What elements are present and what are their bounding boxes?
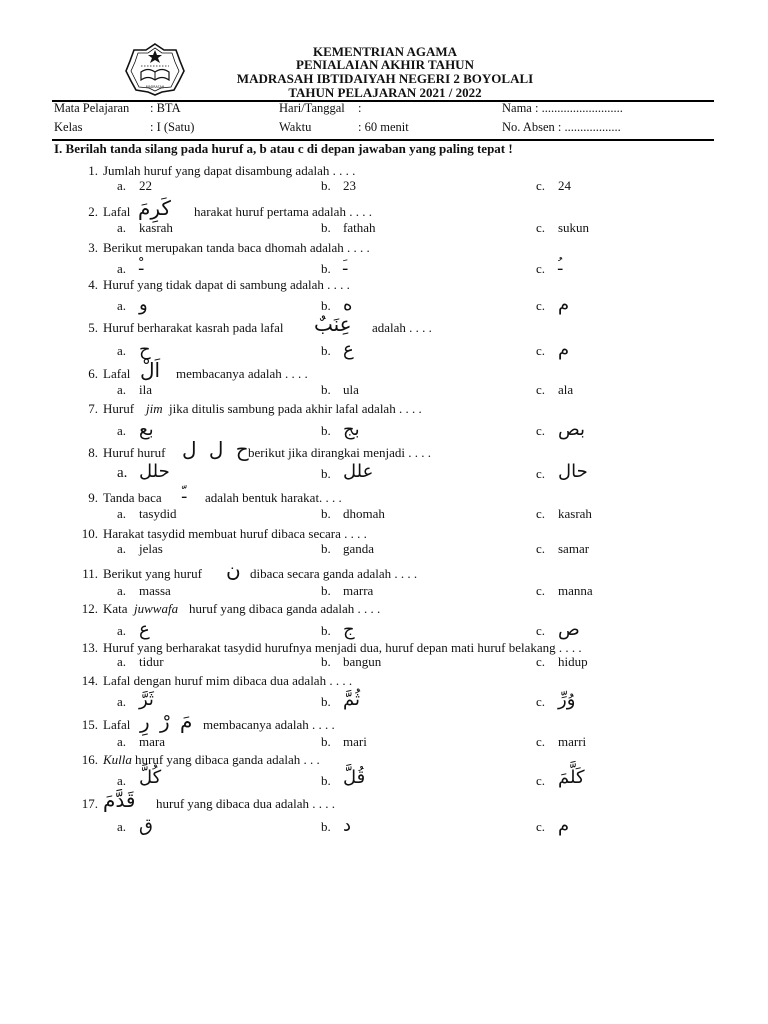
question-arabic: اَلْ bbox=[140, 358, 161, 382]
option-letter-c: c. bbox=[536, 506, 546, 521]
option-b: د bbox=[343, 815, 352, 836]
question-arabic: قَدَّمَ bbox=[103, 788, 136, 812]
option-letter-c: c. bbox=[536, 583, 546, 598]
question-text-pre: Huruf berharakat kasrah pada lafal bbox=[103, 320, 284, 335]
option-letter-a: a. bbox=[117, 298, 127, 313]
question-text-pre: Huruf bbox=[103, 401, 135, 416]
logo-caption: MADRASAH bbox=[145, 85, 165, 89]
class-label: Kelas bbox=[54, 120, 83, 134]
question-text-post: harakat huruf pertama adalah . . . . bbox=[194, 204, 372, 219]
option-letter-c: c. bbox=[536, 382, 546, 397]
question-text-post: dibaca secara ganda adalah . . . . bbox=[250, 566, 418, 581]
question-arabic: عِنَبٌ bbox=[314, 312, 352, 336]
option-a: mara bbox=[139, 734, 165, 749]
question-number: 7. bbox=[88, 401, 98, 416]
question-number: 1. bbox=[88, 163, 98, 178]
option-c: حال bbox=[558, 461, 588, 482]
question-number: 15. bbox=[81, 717, 98, 732]
option-b: ج bbox=[343, 619, 355, 640]
option-a: kasrah bbox=[139, 220, 173, 235]
option-letter-c: c. bbox=[536, 423, 546, 438]
question-text: Lafal dengan huruf mim dibaca dua adalah . . . . bbox=[103, 673, 353, 688]
option-b: bangun bbox=[343, 654, 382, 669]
option-c: 24 bbox=[558, 178, 571, 193]
question-text-post: huruf yang dibaca ganda adalah . . . bbox=[135, 752, 320, 767]
question-text-post: adalah . . . . bbox=[372, 320, 432, 335]
date-label: Hari/Tanggal bbox=[279, 101, 345, 115]
option-c: samar bbox=[558, 541, 590, 556]
option-letter-c: c. bbox=[536, 261, 546, 276]
option-letter-b: b. bbox=[321, 261, 331, 276]
question-number: 12. bbox=[81, 601, 98, 616]
option-letter-a: a. bbox=[117, 506, 127, 521]
question-text-pre: Berikut yang huruf bbox=[103, 566, 202, 581]
option-letter-b: b. bbox=[321, 734, 331, 749]
question-text-post: adalah bentuk harakat. . . . bbox=[205, 490, 342, 505]
date-value: : bbox=[358, 101, 362, 115]
question-text-post: membacanya adalah . . . . bbox=[203, 717, 335, 732]
time-value: : 60 menit bbox=[358, 120, 409, 134]
class-value: : I (Satu) bbox=[150, 120, 195, 134]
question-number: 9. bbox=[88, 490, 98, 505]
option-letter-a: a. bbox=[117, 583, 127, 598]
question-arabic: كَرِمَ bbox=[138, 196, 171, 220]
option-b-fathah-mark: ـَ bbox=[343, 256, 348, 274]
option-letter-c: c. bbox=[536, 298, 546, 313]
option-letter-c: c. bbox=[536, 734, 546, 749]
option-letter-c: c. bbox=[536, 466, 546, 481]
subject-value: : BTA bbox=[150, 101, 181, 115]
question-arabic: ح ل ل bbox=[182, 437, 249, 461]
option-letter-b: b. bbox=[321, 654, 331, 669]
question-number: 4. bbox=[88, 277, 98, 292]
option-a: و bbox=[139, 294, 148, 315]
question-number: 5. bbox=[88, 320, 98, 335]
option-letter-b: b. bbox=[321, 694, 331, 709]
section-instruction: I. Berilah tanda silang pada huruf a, b atau c di depan jawaban yang paling tepat ! bbox=[54, 141, 513, 156]
option-c: ص bbox=[558, 619, 580, 640]
option-letter-b: b. bbox=[321, 382, 331, 397]
option-letter-c: c. bbox=[536, 694, 546, 709]
option-letter-b: b. bbox=[321, 773, 331, 788]
option-b: ula bbox=[343, 382, 359, 397]
option-c: manna bbox=[558, 583, 593, 598]
question-text-pre: Lafal bbox=[103, 204, 131, 219]
name-field: Nama : .......................... bbox=[502, 101, 623, 115]
question-italic-term: juwwafa bbox=[134, 601, 179, 616]
option-letter-b: b. bbox=[321, 466, 331, 481]
option-c: sukun bbox=[558, 220, 590, 235]
option-a: 22 bbox=[139, 178, 152, 193]
option-b: ثُمَّ bbox=[343, 689, 360, 710]
option-letter-a: a. bbox=[117, 734, 127, 749]
option-letter-a: a. bbox=[117, 773, 127, 788]
option-c: كَلَّمَ bbox=[558, 767, 585, 788]
option-letter-b: b. bbox=[321, 178, 331, 193]
option-b: dhomah bbox=[343, 506, 385, 521]
option-letter-a: a. bbox=[117, 541, 127, 556]
option-c: kasrah bbox=[558, 506, 592, 521]
question-text: Huruf yang berharakat tasydid hurufnya menjadi dua, huruf depan mati huruf belakang . . . . bbox=[103, 640, 582, 655]
option-b: علل bbox=[343, 461, 374, 482]
option-letter-c: c. bbox=[536, 178, 546, 193]
header-assessment: PENIALAIAN AKHIR TAHUN bbox=[296, 57, 474, 72]
option-a: ح bbox=[139, 339, 151, 360]
option-c: بص bbox=[558, 419, 586, 440]
option-c: م bbox=[558, 815, 570, 836]
option-letter-a: a. bbox=[117, 423, 127, 438]
kemenag-logo bbox=[124, 42, 186, 96]
option-c: hidup bbox=[558, 654, 588, 669]
option-a: jelas bbox=[139, 541, 163, 556]
option-c: ala bbox=[558, 382, 574, 397]
subject-label: Mata Pelajaran bbox=[54, 101, 130, 115]
question-text-italic bbox=[134, 601, 178, 616]
question-text-pre: Lafal bbox=[103, 366, 131, 381]
question-text-italic bbox=[103, 752, 132, 767]
question-number: 6. bbox=[88, 366, 98, 381]
question-number: 11. bbox=[82, 566, 98, 581]
question-text-italic bbox=[146, 401, 163, 416]
option-letter-a: a. bbox=[117, 819, 127, 834]
option-letter-a: a. bbox=[117, 178, 127, 193]
option-letter-b: b. bbox=[321, 220, 331, 235]
option-a: كُلَّ bbox=[139, 767, 162, 788]
question-text-pre: Tanda baca bbox=[103, 490, 162, 505]
option-b: ع bbox=[343, 339, 354, 360]
option-letter-a: a. bbox=[117, 654, 127, 669]
question-text-post: huruf yang dibaca dua adalah . . . . bbox=[156, 796, 336, 811]
question-italic-term: jim bbox=[146, 401, 163, 416]
option-letter-c: c. bbox=[536, 541, 546, 556]
option-letter-c: c. bbox=[536, 654, 546, 669]
option-letter-c: c. bbox=[536, 343, 546, 358]
option-letter-c: c. bbox=[536, 773, 546, 788]
question-italic-term: Kulla bbox=[103, 752, 132, 767]
question-text-post: huruf yang dibaca ganda adalah . . . . bbox=[189, 601, 381, 616]
option-c: م bbox=[558, 294, 570, 315]
option-letter-b: b. bbox=[321, 506, 331, 521]
option-b: fathah bbox=[343, 220, 376, 235]
option-b: بج bbox=[343, 419, 360, 440]
question-arabic: مَ رْ رِ bbox=[140, 709, 193, 733]
option-c-dhomah-mark: ـُ bbox=[558, 256, 563, 274]
option-letter-a: a. bbox=[117, 623, 127, 638]
option-letter-a: a. bbox=[117, 220, 127, 235]
option-letter-c: c. bbox=[536, 623, 546, 638]
option-b: 23 bbox=[343, 178, 356, 193]
question-text-pre: Lafal bbox=[103, 717, 131, 732]
option-b: ه bbox=[343, 294, 353, 315]
question-text-post: berikut jika dirangkai menjadi . . . . bbox=[248, 445, 432, 460]
option-letter-a: a. bbox=[117, 465, 128, 481]
option-b: قُلَّ bbox=[343, 767, 366, 788]
absence-number-field: No. Absen : .................. bbox=[502, 120, 621, 134]
option-letter-a: a. bbox=[117, 382, 127, 397]
question-text-pre: Huruf huruf bbox=[103, 445, 166, 460]
question-number: 8. bbox=[88, 445, 98, 460]
time-label: Waktu bbox=[279, 120, 312, 134]
option-letter-c: c. bbox=[536, 220, 546, 235]
option-a: بع bbox=[139, 419, 154, 440]
question-arabic: ن bbox=[226, 558, 241, 582]
question-text: Berikut merupakan tanda baca dhomah adalah . . . . bbox=[103, 240, 370, 255]
option-a: ila bbox=[139, 382, 152, 397]
option-letter-a: a. bbox=[117, 694, 127, 709]
option-letter-c: c. bbox=[536, 819, 546, 834]
question-text: Harakat tasydid membuat huruf dibaca secara . . . . bbox=[103, 526, 367, 541]
question-text: Jumlah huruf yang dapat disambung adalah . . . . bbox=[103, 163, 356, 178]
question-number: 17. bbox=[81, 796, 98, 811]
question-number: 10. bbox=[81, 526, 98, 541]
option-letter-b: b. bbox=[321, 541, 331, 556]
question-number: 13. bbox=[81, 640, 98, 655]
option-letter-b: b. bbox=[321, 583, 331, 598]
question-number: 14. bbox=[81, 673, 98, 688]
question-number: 3. bbox=[88, 240, 98, 255]
question-number: 16. bbox=[81, 752, 98, 767]
option-letter-b: b. bbox=[321, 423, 331, 438]
question-number: 2. bbox=[88, 204, 98, 219]
question-text-post: membacanya adalah . . . . bbox=[176, 366, 308, 381]
option-a: ق bbox=[139, 815, 153, 836]
option-c: م bbox=[558, 339, 570, 360]
option-a: ع bbox=[139, 619, 150, 640]
header-year: TAHUN PELAJARAN 2021 / 2022 bbox=[288, 85, 482, 100]
option-b: mari bbox=[343, 734, 367, 749]
option-b: marra bbox=[343, 583, 374, 598]
option-letter-a: a. bbox=[117, 343, 127, 358]
question-text-post: jika ditulis sambung pada akhir lafal adalah . . . . bbox=[169, 401, 422, 416]
option-letter-b: b. bbox=[321, 819, 331, 834]
question-text: Huruf yang tidak dapat di sambung adalah . . . . bbox=[103, 277, 350, 292]
question-text-pre: Kata bbox=[103, 601, 128, 616]
option-a: massa bbox=[139, 583, 171, 598]
option-a: tidur bbox=[139, 654, 164, 669]
option-letter-a: a. bbox=[117, 261, 127, 276]
option-a: tasydid bbox=[139, 506, 177, 521]
option-letter-b: b. bbox=[321, 623, 331, 638]
header-school: MADRASAH IBTIDAIYAH NEGERI 2 BOYOLALI bbox=[236, 71, 534, 86]
option-letter-b: b. bbox=[321, 343, 331, 358]
option-b: ganda bbox=[343, 541, 375, 556]
question-arabic: ـّ bbox=[182, 484, 187, 502]
header-ministry: KEMENTRIAN AGAMA bbox=[312, 44, 458, 59]
option-c: وُرِّ bbox=[558, 689, 576, 710]
option-a: حلل bbox=[139, 461, 170, 482]
option-a-sukun-mark: ـْ bbox=[139, 256, 144, 274]
option-letter-b: b. bbox=[321, 298, 331, 313]
option-a: ثَرَّ bbox=[139, 689, 154, 710]
option-c: marri bbox=[558, 734, 587, 749]
